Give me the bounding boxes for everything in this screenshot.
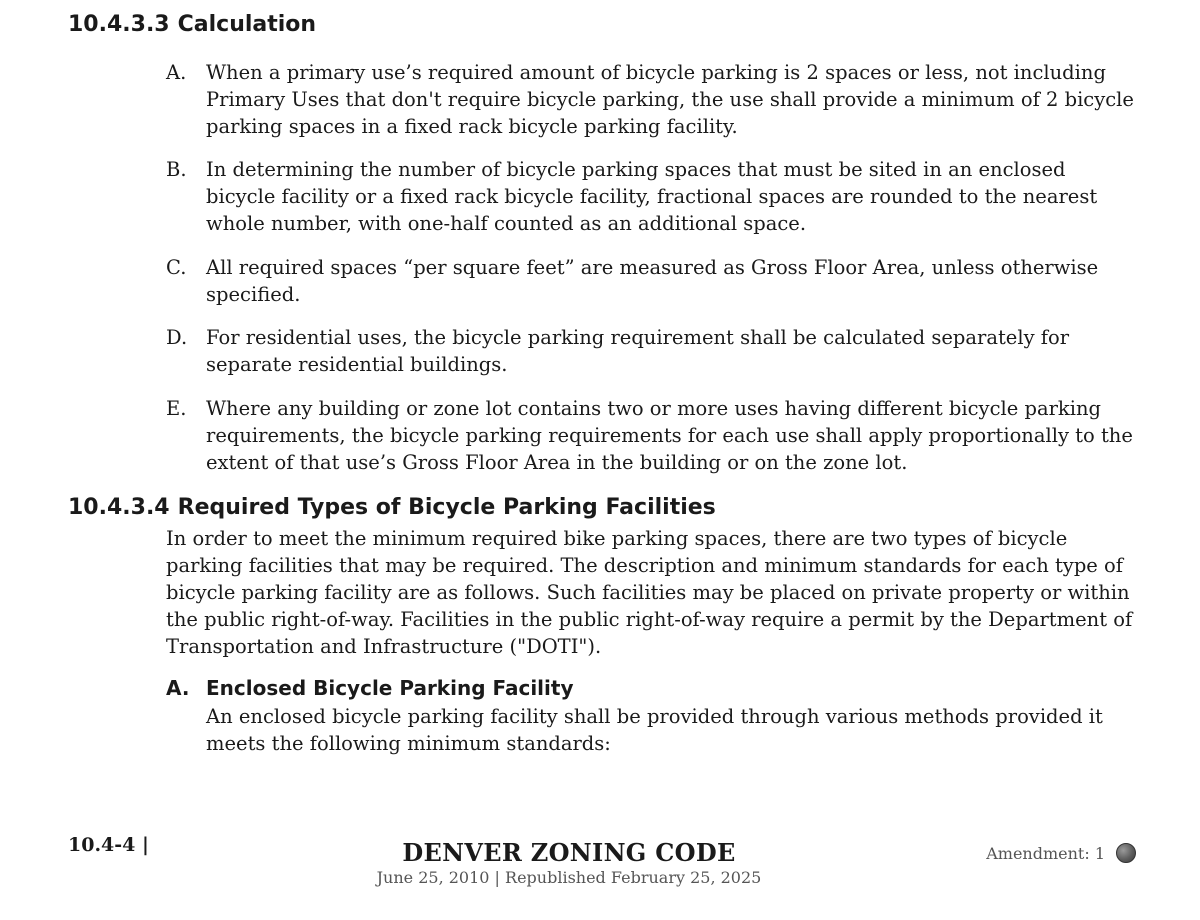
list-text: In determining the number of bicycle parking spaces that must be sited in an enclosed bicycle facility or a fixed rack bicycle facility, fractional spaces are rounded to the nearest whole number, with one-half counted as an additional space. (206, 158, 1098, 235)
subsection-paragraph: An enclosed bicycle parking facility shall be provided through various methods provided it meets the following minimum standards: (206, 705, 1103, 755)
footer-title: DENVER ZONING CODE (402, 838, 736, 867)
section-number: 10.4.3.3 (68, 12, 170, 37)
section-intro-paragraph: In order to meet the minimum required bike parking spaces, there are two types of bicycle parking facilities that may be required. The description and minimum standards for each type of bicycle parking facility are as follows. Such facilities may be placed on private property or within the public right-of-way. Facilities in the public right-of-way require a permit by the Department of Transportation and Infrastructure ("DOTI"). (166, 527, 1133, 658)
section-title: Required Types of Bicycle Parking Facilities (177, 495, 716, 520)
list-item-d (166, 324, 1136, 378)
footer-amendment: Amendment: 1 (986, 844, 1105, 863)
list-item-e (166, 395, 1136, 476)
section-heading-calculation (68, 12, 316, 37)
list-letter: A. (166, 61, 187, 84)
list-letter: B. (166, 158, 187, 181)
list-letter: C. (166, 256, 187, 279)
list-text: When a primary use’s required amount of bicycle parking is 2 spaces or less, not including Primary Uses that don't require bicycle parking, the use shall provide a minimum of 2 bicycle parking spaces in a fixed rack bicycle parking facility. (206, 61, 1134, 138)
list-text: For residential uses, the bicycle parking requirement shall be calculated separately for separate residential buildings. (206, 326, 1070, 376)
footer-date: June 25, 2010 | Republished February 25, 2025 (376, 868, 762, 887)
list-item-b (166, 156, 1136, 237)
amendment-dot-icon (1116, 843, 1136, 863)
list-text: All required spaces “per square feet” are measured as Gross Floor Area, unless otherwise specified. (206, 256, 1099, 306)
list-text: Where any building or zone lot contains two or more uses having different bicycle parking requirements, the bicycle parking requirements for each use shall apply proportionally to the extent of that use’s Gross Floor Area in the building or on the zone lot. (206, 397, 1133, 474)
section-number: 10.4.3.4 (68, 495, 170, 520)
list-letter: D. (166, 326, 188, 349)
list-item-c (166, 254, 1136, 308)
section-title: Calculation (177, 12, 317, 37)
footer-page-number: 10.4-4 | (68, 834, 149, 856)
section-heading-required-types (68, 495, 716, 520)
list-item-a (166, 59, 1136, 140)
subsection-letter: A. (166, 676, 190, 700)
subsection-title: Enclosed Bicycle Parking Facility (206, 676, 574, 700)
subsection-heading-enclosed (166, 676, 574, 700)
list-letter: E. (166, 397, 187, 420)
